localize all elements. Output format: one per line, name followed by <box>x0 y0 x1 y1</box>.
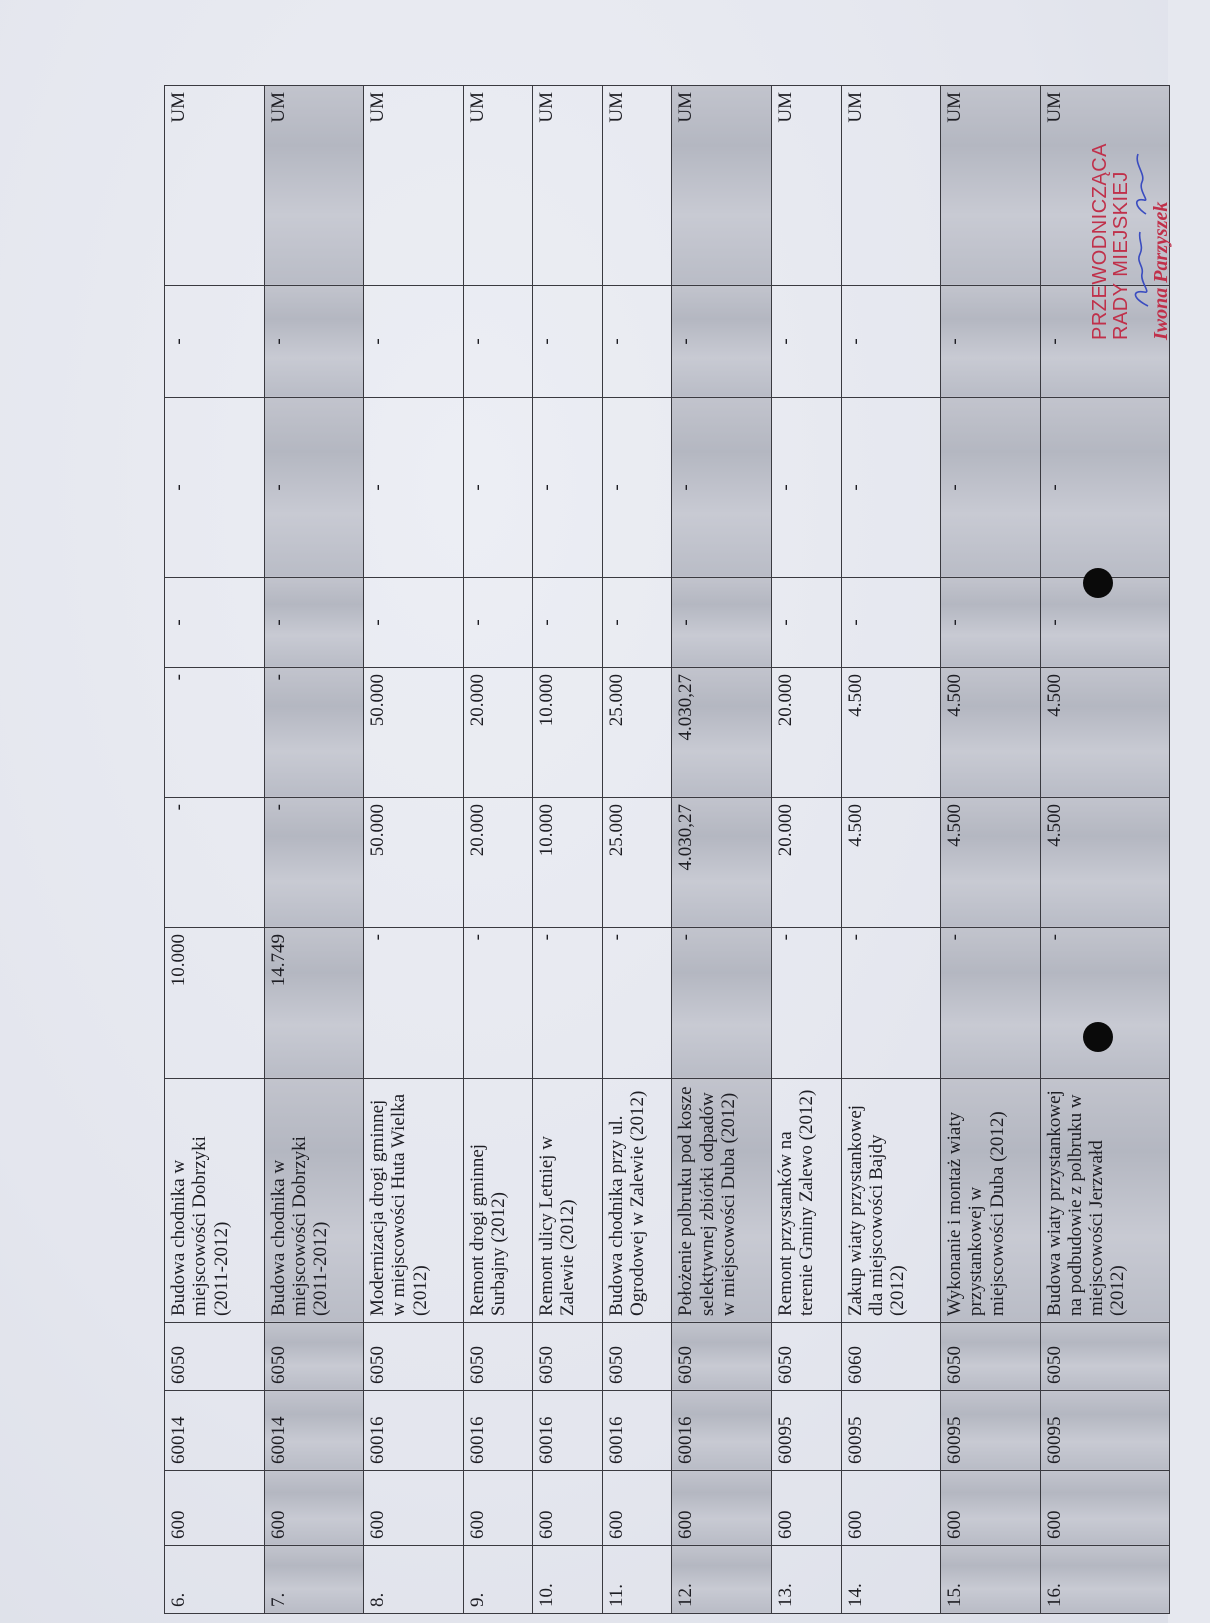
task-description-cell: Remont ulicy Letniej w Zalewie (2012) <box>533 1079 603 1323</box>
rozdzial-cell: 60095 <box>1040 1391 1169 1471</box>
amount-col1-cell: - <box>533 928 603 1079</box>
amount-col3-cell: 4.030,27 <box>672 668 772 798</box>
paragraf-cell: 6050 <box>941 1323 1041 1391</box>
amount-col6-cell: - <box>771 286 841 398</box>
rozdzial-cell: 60016 <box>672 1391 772 1471</box>
amount-col1-cell: 14.749 <box>264 928 364 1079</box>
amount-col1-cell: - <box>771 928 841 1079</box>
amount-col3-cell: 20.000 <box>771 668 841 798</box>
amount-col4-cell: - <box>672 578 772 668</box>
rozdzial-cell: 60095 <box>841 1391 941 1471</box>
amount-col5-cell: - <box>941 398 1041 578</box>
paragraf-cell: 6050 <box>165 1323 265 1391</box>
lp-cell: 8. <box>364 1546 464 1614</box>
responsible-unit-cell: UM <box>1040 86 1169 286</box>
stamp-title-line1: PRZEWODNICZĄCA <box>1089 143 1111 340</box>
punch-hole-bottom <box>1083 1022 1113 1052</box>
dzial-cell: 600 <box>463 1471 533 1546</box>
rozdzial-cell: 60014 <box>165 1391 265 1471</box>
table-row <box>364 86 464 1614</box>
amount-col5-cell: - <box>463 398 533 578</box>
amount-col4-cell: - <box>533 578 603 668</box>
amount-col1-cell: - <box>841 928 941 1079</box>
dzial-cell: 600 <box>941 1471 1041 1546</box>
amount-col2-cell: 20.000 <box>771 798 841 928</box>
lp-cell: 6. <box>165 1546 265 1614</box>
task-description-cell: Budowa chodnika przy ul. Ogrodowej w Zalewie (2012) <box>602 1079 672 1323</box>
task-description-cell: Remont drogi gminnej Surbajny (2012) <box>463 1079 533 1323</box>
amount-col3-cell: 4.500 <box>1040 668 1169 798</box>
amount-col5-cell: - <box>771 398 841 578</box>
amount-col3-cell: 4.500 <box>841 668 941 798</box>
amount-col6-cell: - <box>463 286 533 398</box>
dzial-cell: 600 <box>264 1471 364 1546</box>
dzial-cell: 600 <box>841 1471 941 1546</box>
amount-col4-cell: - <box>463 578 533 668</box>
amount-col5-cell: - <box>672 398 772 578</box>
paragraf-cell: 6050 <box>264 1323 364 1391</box>
paragraf-cell: 6050 <box>771 1323 841 1391</box>
rozdzial-cell: 60016 <box>463 1391 533 1471</box>
responsible-unit-cell: UM <box>602 86 672 286</box>
amount-col1-cell: - <box>672 928 772 1079</box>
table-row <box>771 86 841 1614</box>
amount-col2-cell: 4.500 <box>1040 798 1169 928</box>
dzial-cell: 600 <box>1040 1471 1169 1546</box>
amount-col3-cell: 4.500 <box>941 668 1041 798</box>
paragraf-cell: 6050 <box>602 1323 672 1391</box>
amount-col3-cell: 25.000 <box>602 668 672 798</box>
amount-col6-cell: - <box>1040 286 1169 398</box>
amount-col2-cell: 4.500 <box>841 798 941 928</box>
rozdzial-cell: 60016 <box>364 1391 464 1471</box>
investment-table <box>164 85 1170 1614</box>
paragraf-cell: 6050 <box>463 1323 533 1391</box>
task-description-cell: Położenie polbruku pod kosze selektywnej zbiórki odpadów w miejscowości Duba (2012) <box>672 1079 772 1323</box>
amount-col6-cell: - <box>602 286 672 398</box>
rozdzial-cell: 60016 <box>602 1391 672 1471</box>
rozdzial-cell: 60014 <box>264 1391 364 1471</box>
amount-col4-cell: - <box>364 578 464 668</box>
amount-col6-cell: - <box>672 286 772 398</box>
amount-col1-cell: 10.000 <box>165 928 265 1079</box>
amount-col6-cell: - <box>533 286 603 398</box>
amount-col2-cell: 50.000 <box>364 798 464 928</box>
responsible-unit-cell: UM <box>841 86 941 286</box>
rozdzial-cell: 60095 <box>941 1391 1041 1471</box>
table-row <box>672 86 772 1614</box>
table-row <box>165 86 265 1614</box>
paragraf-cell: 6050 <box>1040 1323 1169 1391</box>
rozdzial-cell: 60016 <box>533 1391 603 1471</box>
lp-cell: 13. <box>771 1546 841 1614</box>
responsible-unit-cell: UM <box>672 86 772 286</box>
dzial-cell: 600 <box>602 1471 672 1546</box>
task-description-cell: Zakup wiaty przystankowej dla miejscowości Bajdy (2012) <box>841 1079 941 1323</box>
table-row <box>533 86 603 1614</box>
paragraf-cell: 6050 <box>672 1323 772 1391</box>
lp-cell: 11. <box>602 1546 672 1614</box>
dzial-cell: 600 <box>672 1471 772 1546</box>
amount-col6-cell: - <box>165 286 265 398</box>
amount-col6-cell: - <box>264 286 364 398</box>
amount-col6-cell: - <box>841 286 941 398</box>
amount-col4-cell: - <box>771 578 841 668</box>
amount-col3-cell: - <box>264 668 364 798</box>
task-description-cell: Budowa chodnika w miejscowości Dobrzyki (2011-2012) <box>264 1079 364 1323</box>
amount-col4-cell: - <box>165 578 265 668</box>
amount-col5-cell: - <box>533 398 603 578</box>
amount-col2-cell: 4.030,27 <box>672 798 772 928</box>
responsible-unit-cell: UM <box>165 86 265 286</box>
dzial-cell: 600 <box>165 1471 265 1546</box>
lp-cell: 12. <box>672 1546 772 1614</box>
amount-col2-cell: - <box>165 798 265 928</box>
paragraf-cell: 6050 <box>364 1323 464 1391</box>
responsible-unit-cell: UM <box>463 86 533 286</box>
amount-col4-cell: - <box>941 578 1041 668</box>
amount-col3-cell: - <box>165 668 265 798</box>
punch-hole-top <box>1083 568 1113 598</box>
stamp-title-line2: RADY MIEJSKIEJ <box>1110 171 1132 340</box>
amount-col2-cell: 25.000 <box>602 798 672 928</box>
table-row <box>264 86 364 1614</box>
amount-col2-cell: 10.000 <box>533 798 603 928</box>
table-body <box>165 86 1170 1614</box>
amount-col3-cell: 50.000 <box>364 668 464 798</box>
amount-col4-cell: - <box>264 578 364 668</box>
amount-col6-cell: - <box>364 286 464 398</box>
task-description-cell: Wykonanie i montaż wiaty przystankowej w miejscowości Duba (2012) <box>941 1079 1041 1323</box>
amount-col4-cell: - <box>602 578 672 668</box>
responsible-unit-cell: UM <box>941 86 1041 286</box>
table-row <box>602 86 672 1614</box>
amount-col4-cell: - <box>1040 578 1169 668</box>
amount-col6-cell: - <box>941 286 1041 398</box>
lp-cell: 16. <box>1040 1546 1169 1614</box>
lp-cell: 7. <box>264 1546 364 1614</box>
amount-col1-cell: - <box>941 928 1041 1079</box>
paragraf-cell: 6050 <box>533 1323 603 1391</box>
amount-col1-cell: - <box>1040 928 1169 1079</box>
amount-col1-cell: - <box>463 928 533 1079</box>
lp-cell: 14. <box>841 1546 941 1614</box>
amount-col4-cell: - <box>841 578 941 668</box>
council-chair-stamp <box>1090 120 1210 340</box>
stamp-signatory-name: Iwona Parzyszek <box>1150 201 1172 340</box>
amount-col5-cell: - <box>264 398 364 578</box>
task-description-cell: Remont przystanków na terenie Gminy Zalewo (2012) <box>771 1079 841 1323</box>
responsible-unit-cell: UM <box>771 86 841 286</box>
lp-cell: 9. <box>463 1546 533 1614</box>
lp-cell: 10. <box>533 1546 603 1614</box>
dzial-cell: 600 <box>771 1471 841 1546</box>
amount-col1-cell: - <box>364 928 464 1079</box>
table-row <box>941 86 1041 1614</box>
table-row <box>841 86 941 1614</box>
amount-col5-cell: - <box>602 398 672 578</box>
amount-col2-cell: 20.000 <box>463 798 533 928</box>
amount-col3-cell: 20.000 <box>463 668 533 798</box>
responsible-unit-cell: UM <box>364 86 464 286</box>
amount-col5-cell: - <box>165 398 265 578</box>
amount-col2-cell: - <box>264 798 364 928</box>
task-description-cell: Budowa wiaty przystankowej na podbudowie z polbruku w miejscowości Jerzwałd (2012) <box>1040 1079 1169 1323</box>
rozdzial-cell: 60095 <box>771 1391 841 1471</box>
amount-col1-cell: - <box>602 928 672 1079</box>
rotated-table-container <box>164 86 1170 1614</box>
dzial-cell: 600 <box>364 1471 464 1546</box>
amount-col5-cell: - <box>841 398 941 578</box>
amount-col3-cell: 10.000 <box>533 668 603 798</box>
dzial-cell: 600 <box>533 1471 603 1546</box>
responsible-unit-cell: UM <box>533 86 603 286</box>
table-row <box>463 86 533 1614</box>
task-description-cell: Budowa chodnika w miejscowości Dobrzyki (2011-2012) <box>165 1079 265 1323</box>
handwritten-signature <box>1128 140 1154 310</box>
responsible-unit-cell: UM <box>264 86 364 286</box>
amount-col2-cell: 4.500 <box>941 798 1041 928</box>
lp-cell: 15. <box>941 1546 1041 1614</box>
task-description-cell: Modernizacja drogi gminnej w miejscowości Huta Wielka (2012) <box>364 1079 464 1323</box>
amount-col5-cell: - <box>364 398 464 578</box>
paragraf-cell: 6060 <box>841 1323 941 1391</box>
amount-col5-cell: - <box>1040 398 1169 578</box>
